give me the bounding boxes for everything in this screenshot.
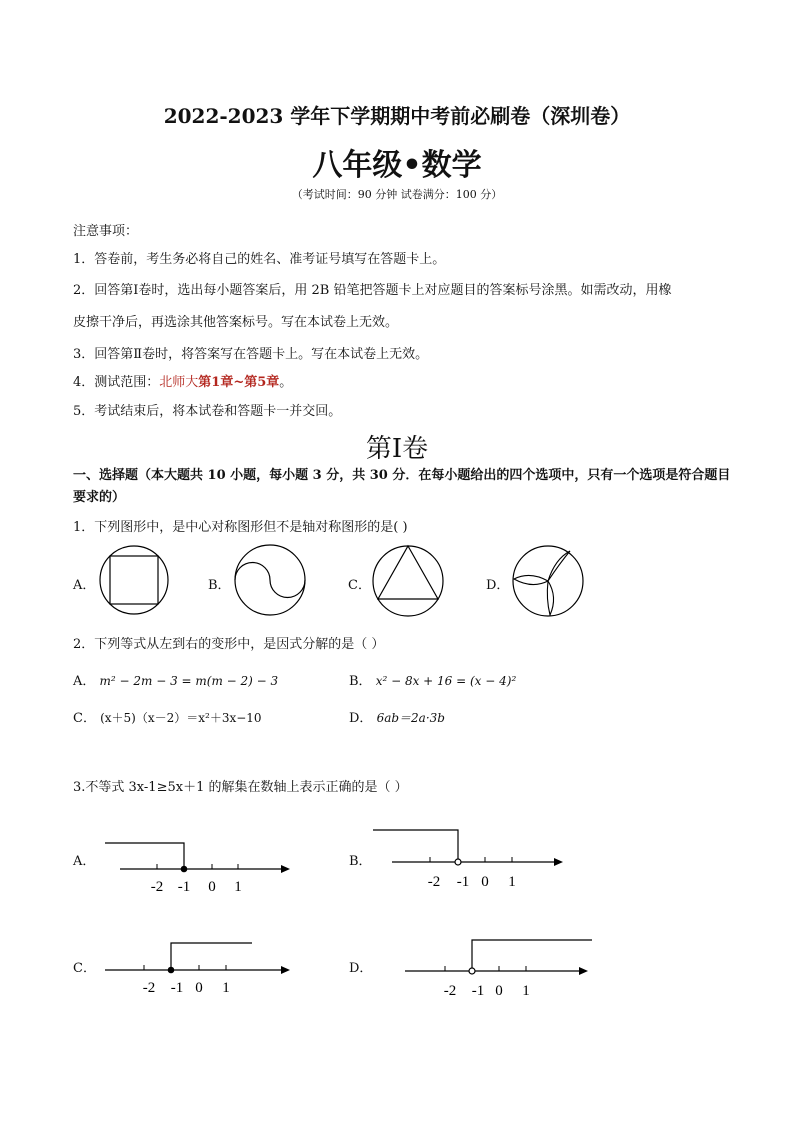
exam-title: 2022-2023 学年下学期期中考前必刷卷（深圳卷） — [163, 104, 631, 128]
solution-ray — [171, 943, 252, 970]
q2-a-expr: m² − 2m − 3 = m(m − 2) − 3 — [99, 674, 279, 688]
note-4-prefix: 4．测试范围： — [73, 375, 160, 390]
triangle-shape — [378, 546, 438, 599]
q1-label-a: A． — [73, 578, 96, 593]
q2-c-expr: (x＋5)（x－2）＝x²＋3x−10 — [100, 711, 262, 725]
q1-figure-b — [233, 543, 307, 617]
solid-point — [168, 967, 174, 973]
tick-label: -1 — [471, 983, 485, 999]
q2-b-label: B． — [349, 674, 372, 689]
tick-label: 0 — [195, 980, 203, 996]
tick-label: 1 — [508, 874, 516, 890]
section1-heading: 一、选择题（本大题共 10 小题，每小题 3 分，共 30 分．在每小题给出的四个选项中，只有一个选项是符合题目要求的） — [73, 468, 731, 505]
q1-figure-c — [371, 543, 445, 619]
q3-numberline-c — [100, 938, 300, 998]
q3-numberline-d — [400, 932, 600, 1002]
note-4-range-b: 第1章~第5章 — [198, 375, 280, 390]
note-1: 1．答卷前，考生务必将自己的姓名、准考证号填写在答题卡上。 — [73, 252, 446, 267]
q1-label-d: D． — [486, 578, 510, 593]
notes-heading: 注意事项： — [73, 224, 139, 239]
tick-label: 0 — [481, 874, 489, 890]
tick-label: -2 — [150, 879, 164, 895]
q2-option-c — [73, 707, 262, 726]
q2-option-b — [349, 670, 516, 689]
q3-label-d: D． — [349, 961, 373, 976]
petal-shape — [547, 581, 553, 615]
q2-b-expr: x² − 8x + 16 = (x − 4)² — [375, 674, 517, 688]
q3-label-a: A． — [73, 854, 96, 869]
note-4-suffix: 。 — [279, 375, 293, 390]
hollow-point — [455, 859, 461, 865]
axis-arrow — [281, 865, 290, 873]
tick-label: -2 — [427, 874, 441, 890]
hollow-point — [469, 968, 475, 974]
solid-point — [181, 866, 187, 872]
tick-label: -1 — [456, 874, 470, 890]
q2-c-label: C． — [73, 711, 96, 726]
q3-numberline-b — [370, 824, 570, 894]
note-2a: 2．回答第Ⅰ卷时，选出每小题答案后，用 2B 铅笔把答题卡上对应题目的答案标号涂黑。如需改动，用橡 — [73, 283, 672, 298]
solution-ray — [105, 843, 184, 869]
circle-shape — [373, 546, 443, 616]
q1-label-b: B． — [208, 578, 231, 593]
note-2b: 皮擦干净后，再选涂其他答案标号。写在本试卷上无效。 — [73, 315, 399, 330]
note-4 — [73, 371, 292, 390]
q1-stem: 1．下列图形中，是中心对称图形但不是轴对称图形的是( ) — [73, 520, 408, 535]
q3-numberline-a — [100, 838, 295, 898]
q1-figure-d — [510, 543, 586, 619]
volume-title: 第Ⅰ卷 — [365, 434, 429, 464]
q3-label-c: C． — [73, 961, 96, 976]
axis-arrow — [281, 966, 290, 974]
tick-label: 1 — [234, 879, 242, 895]
q2-option-a — [73, 670, 278, 689]
note-5: 5．考试结束后，将本试卷和答题卡一并交回。 — [73, 404, 342, 419]
q3-stem: 3.不等式 3x-1≥5x＋1 的解集在数轴上表示正确的是（ ） — [73, 780, 408, 795]
tick-label: 1 — [222, 980, 230, 996]
petal-shape — [548, 551, 570, 581]
exam-info: （考试时间：90 分钟 试卷满分：100 分） — [291, 188, 503, 201]
q2-option-d — [349, 707, 445, 726]
q2-d-expr: 6ab＝2a·3b — [376, 711, 445, 725]
q2-a-label: A． — [73, 674, 96, 689]
petal-shape — [514, 575, 548, 584]
q1-figure-a — [98, 543, 170, 617]
tick-label: -2 — [142, 980, 156, 996]
solution-ray — [373, 830, 458, 859]
tick-label: -2 — [443, 983, 457, 999]
solution-ray — [472, 940, 592, 968]
tick-label: -1 — [177, 879, 191, 895]
exam-subtitle: 八年级•数学 — [312, 148, 482, 183]
note-3: 3．回答第Ⅱ卷时，将答案写在答题卡上。写在本试卷上无效。 — [73, 347, 429, 362]
tick-label: 1 — [522, 983, 530, 999]
square-shape — [110, 556, 158, 604]
q2-d-label: D． — [349, 711, 373, 726]
tick-label: 0 — [208, 879, 216, 895]
axis-arrow — [579, 967, 588, 975]
axis-arrow — [554, 858, 563, 866]
q3-label-b: B． — [349, 854, 372, 869]
tick-label: 0 — [495, 983, 503, 999]
s-curve-shape — [235, 563, 305, 598]
note-4-range-a: 北师大 — [159, 375, 199, 390]
q2-stem: 2．下列等式从左到右的变形中，是因式分解的是（ ） — [73, 637, 385, 652]
q1-label-c: C． — [348, 578, 371, 593]
tick-label: -1 — [170, 980, 184, 996]
